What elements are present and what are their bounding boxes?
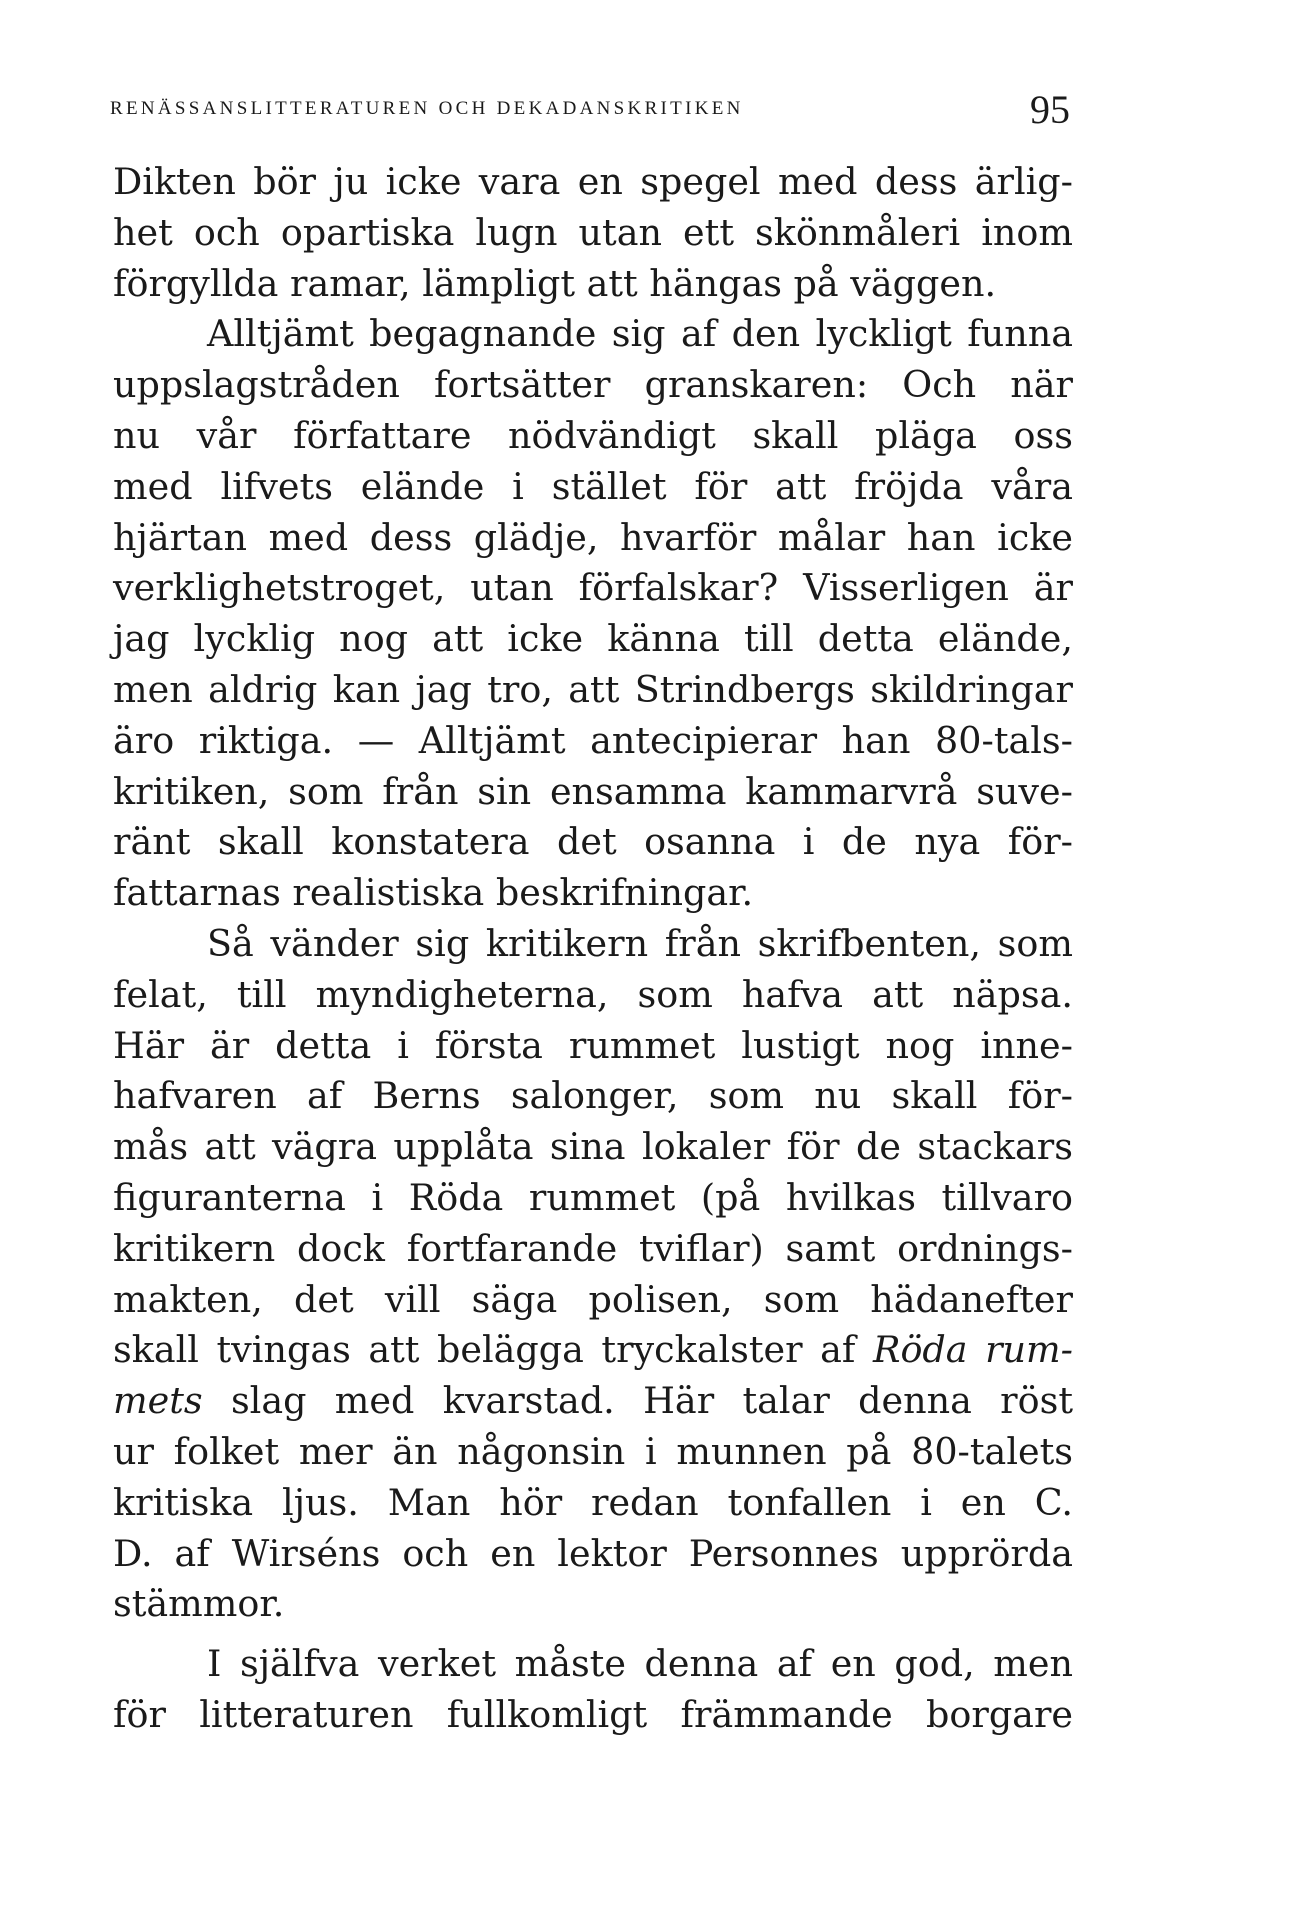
italic-title: mets [113,1379,203,1423]
text-line: hafvaren af Berns salonger, som nu skall för- [113,1074,1073,1118]
text-line: fattarnas realistiska beskrifningar. [113,871,754,915]
text-line: D. af Wirséns och en lektor Personnes upprörda [113,1531,1073,1575]
text-line: Dikten bör ju icke vara en spegel med dess ärlig- [113,160,1073,203]
text-line: jag lycklig nog att icke känna till detta elände, [113,617,1073,661]
text-line-with-italic [113,1325,1073,1376]
text-line: Så vänder sig kritikern från skrifbenten, som [207,921,1073,965]
text-line: kritiska ljus. Man hör redan tonfallen i en C. [113,1480,1073,1524]
text-line: förgyllda ramar, lämpligt att hängas på väggen. [113,261,997,305]
text-line: stämmor. [113,1582,285,1626]
running-head [110,87,1110,132]
text-line: makten, det vill säga polisen, som hädanefter [113,1277,1073,1321]
text-line: för litteraturen fullkomligt främmande borgare [113,1692,1073,1736]
line-text: slag med kvarstad. Här talar denna röst [230,1379,1073,1423]
text-line: ur folket mer än någonsin i munnen på 80-talets [113,1429,1073,1473]
text-line: kritiken, som från sin ensamma kammarvrå suve- [113,769,1073,813]
text-line-with-italic [113,1376,1073,1427]
text-line: kritikern dock fortfarande tviflar) samt ordnings- [113,1226,1073,1270]
text-line: Här är detta i första rummet lustigt nog inne- [113,1023,1073,1067]
text-line: figuranterna i Röda rummet (på hvilkas tillvaro [113,1175,1073,1219]
line-text: skall tvingas att belägga tryckalster af [113,1328,856,1372]
text-line: verklighetstroget, utan förfalskar? Visserligen är [113,566,1073,610]
text-line: uppslagstråden fortsätter granskaren: Och när [113,363,1073,407]
text-line: I själfva verket måste denna af en god, men [207,1642,1073,1686]
text-line: ränt skall konstatera det osanna i de nya för- [113,820,1073,864]
text-line: men aldrig kan jag tro, att Strindbergs skildringar [113,667,1073,711]
text-line: äro riktiga. — Alltjämt antecipierar han 80-tals- [113,718,1073,762]
page-number: 95 [1030,87,1070,132]
body-text [113,157,1073,1741]
text-line: felat, till myndigheterna, som hafva att näpsa. [113,972,1073,1016]
text-line: mås att vägra upplåta sina lokaler för de stackars [113,1125,1073,1169]
running-title: RENÄSSANSLITTERATUREN OCH DEKADANSKRITIKEN [110,98,744,119]
text-line: Alltjämt begagnande sig af den lyckligt funna [207,312,1073,356]
text-line: hjärtan med dess glädje, hvarför målar han icke [113,515,1073,559]
italic-title: Röda rum- [872,1328,1073,1372]
text-line: het och opartiska lugn utan ett skönmåleri inom [113,210,1073,254]
text-line: nu vår författare nödvändigt skall pläga oss [113,413,1073,457]
text-line: med lifvets elände i stället för att fröjda våra [113,464,1073,508]
